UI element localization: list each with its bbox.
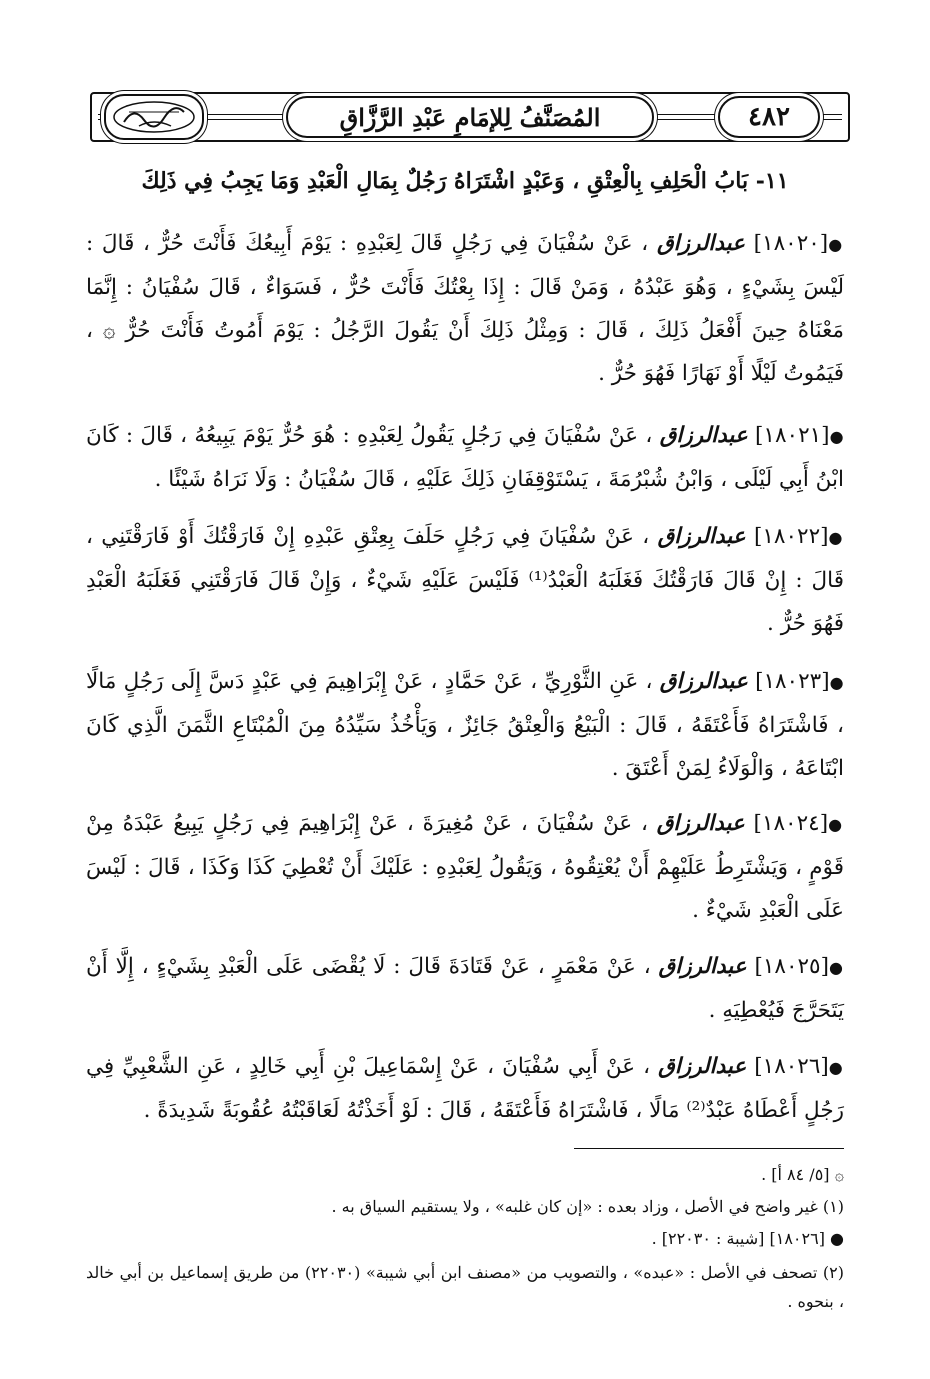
hadith-number: [١٨٠٢٣] (755, 669, 830, 694)
bullet-icon: ● (828, 815, 844, 834)
bullet-icon: ● (828, 235, 844, 254)
hadith-entry (86, 802, 844, 932)
hadith-number: [١٨٠٢٤] (753, 811, 829, 836)
hadith-narrator: عبدالرزاق (657, 524, 746, 549)
footnote: (٢) تصحف في الأصل : «عبده» ، والتصويب من «مصنف ابن أبي شيبة» (٢٢٠٣٠) من طريق إسماعيل بن أبي خالد ، بنحوه . (86, 1263, 844, 1311)
book-title: المُصَنَّفُ لِلإمَامِ عَبْدِ الرَّزَّاقِ (286, 96, 654, 138)
hadith-text: ، عَنْ سُفْيَانَ فِي رَجُلٍ قَالَ لِعَبْدِهِ : يَوْمَ أَبِيعُكَ فَأَنْتَ حُرٌّ ، قَالَ : لَيْسَ بِشَيْءٍ ، وَهُوَ عَبْدُهُ ، وَمَنْ قَالَ : إِذَا بِعْتُكَ فَأَنْتَ حُرٌّ ، فَسَوَاءٌ ، قَالَ سُفْيَانُ : إِنَّمَا مَعْنَاهُ حِينَ أَفْعَلُ ذَلِكَ ، قَالَ : وَمِثْلُ ذَلِكَ أَنْ يَقُولَ الرَّجُلُ : يَوْمَ أَمُوتُ فَأَنْتَ حُرٌّ ۞ ، فَيَمُوتُ لَيْلًا أَوْ نَهَارًا فَهُوَ حُرٌّ . (86, 231, 844, 386)
page-number: ٤٨٢ (718, 96, 820, 138)
bullet-icon: ● (829, 673, 844, 692)
hadith-number: [١٨٠٢١] (755, 423, 830, 448)
hadith-text: ، عَنْ مَعْمَرٍ ، عَنْ قَتَادَةَ قَالَ : لَا يُقْضَى عَلَى الْعَبْدِ بِشَيْءٍ ، إِلَّا أَنْ يَتَحَرَّجَ فَيُعْطِيَهِ . (86, 954, 844, 1023)
chapter-title: ١١- بَابُ الْحَلِفِ بِالْعِتْقِ ، وَعَبْدٍ اشْتَرَاهُ رَجُلٌ بِمَالِ الْعَبْدِ وَمَا يَجِبُ فِي ذَلِكَ (141, 168, 789, 194)
hadith-entry (86, 660, 844, 790)
hadith-entry (86, 945, 844, 1032)
page-header (90, 92, 850, 142)
bullet-icon: ● (828, 958, 844, 977)
hadith-entry (86, 414, 844, 501)
hadith-text: ، عَنْ أَبِي سُفْيَانَ ، عَنْ إِسْمَاعِيلَ بْنِ أَبِي خَالِدٍ ، عَنِ الشَّعْبِيِّ فِي رَجُلٍ أَعْطَاهُ عَبْدٌ⁽²⁾ مَالًا ، فَاشْتَرَاهُ فَأَعْتَقَهُ ، قَالَ : لَوْ أَخَذْتُهُ لَعَاقَبْتُهُ عُقُوبَةً شَدِيدَةً . (86, 1054, 844, 1123)
book-seal-logo (104, 94, 204, 140)
footnote: ۞ [٥/ ٨٤ أ] . (761, 1165, 844, 1184)
footnote-divider (574, 1148, 844, 1149)
hadith-entry (86, 222, 844, 395)
seal-calligraphy-icon (109, 98, 199, 136)
hadith-narrator: عبدالرزاق (658, 1054, 747, 1079)
hadith-narrator: عبدالرزاق (659, 669, 748, 694)
hadith-number: [١٨٠٢٢] (753, 524, 829, 549)
hadith-number: [١٨٠٢٠] (753, 231, 829, 256)
hadith-number: [١٨٠٢٦] (754, 1054, 829, 1079)
hadith-number: [١٨٠٢٥] (754, 954, 829, 979)
bullet-icon: ● (828, 1058, 844, 1077)
hadith-narrator: عبدالرزاق (656, 811, 745, 836)
footnote: (١) غير واضح في الأصل ، وزاد بعده : «إن كان غلبه» ، ولا يستقيم السياق به . (331, 1197, 844, 1216)
hadith-text: ، عَنْ سُفْيَانَ فِي رَجُلٍ حَلَفَ بِعِتْقِ عَبْدِهِ إِنْ فَارَقْتُكَ أَوْ فَارَقْتَنِي ، قَالَ : إِنْ قَالَ فَارَقْتُكَ فَغَلَبَهُ الْعَبْدُ⁽¹⁾ فَلَيْسَ عَلَيْهِ شَيْءٌ ، وَإِنْ قَالَ فَارَقْتَنِي فَغَلَبَهُ الْعَبْدِ فَهُوَ حُرٌّ . (86, 524, 844, 636)
hadith-entry (86, 1045, 844, 1132)
hadith-text: ، عَنْ سُفْيَانَ ، عَنْ مُغِيرَةَ ، عَنْ إِبْرَاهِيمَ فِي رَجُلٍ يَبِيعُ عَبْدَهُ مِنْ قَوْمٍ ، وَيَشْتَرِطُ عَلَيْهِمْ أَنْ يُعْتِقُوهُ ، وَيَقُولُ لِعَبْدِهِ : عَلَيْكَ أَنْ تُعْطِيَ كَذَا وَكَذَا ، قَالَ : لَيْسَ عَلَى الْعَبْدِ شَيْءٌ . (86, 811, 844, 923)
hadith-narrator: عبدالرزاق (658, 954, 747, 979)
bullet-icon: ● (829, 427, 844, 446)
bullet-icon: ● (828, 528, 845, 547)
footnote: ● [١٨٠٢٦] [شيبة : ٢٢٠٣٠] . (651, 1229, 844, 1248)
hadith-text: ، عَنْ سُفْيَانَ فِي رَجُلٍ يَقُولُ لِعَبْدِهِ : هُوَ حُرٌّ يَوْمَ يَبِيعُهُ ، قَالَ : كَانَ ابْنُ أَبِي لَيْلَى ، وَابْنُ شُبْرُمَةَ ، يَسْتَوْقِفَانِ ذَلِكَ عَلَيْهِ ، قَالَ سُفْيَانُ : وَلَا نَرَاهُ شَيْئًا . (86, 423, 844, 492)
hadith-narrator: عبدالرزاق (659, 423, 748, 448)
hadith-entry (86, 515, 844, 645)
hadith-narrator: عبدالرزاق (656, 231, 745, 256)
hadith-text: ، عَنِ الثَّوْرِيِّ ، عَنْ حَمَّادٍ ، عَنْ إِبْرَاهِيمَ فِي عَبْدٍ دَسَّ إِلَى رَجُلٍ مَالًا ، فَاشْتَرَاهُ فَأَعْتَقَهُ ، قَالَ : الْبَيْعُ وَالْعِتْقُ جَائِزٌ ، وَيَأْخُذُ سَيِّدُهُ مِنَ الْمُبْتَاعِ الثَّمَنَ الَّذِي كَانَ ابْتَاعَهُ ، وَالْوَلَاءُ لِمَنْ أَعْتَقَ . (86, 669, 844, 781)
